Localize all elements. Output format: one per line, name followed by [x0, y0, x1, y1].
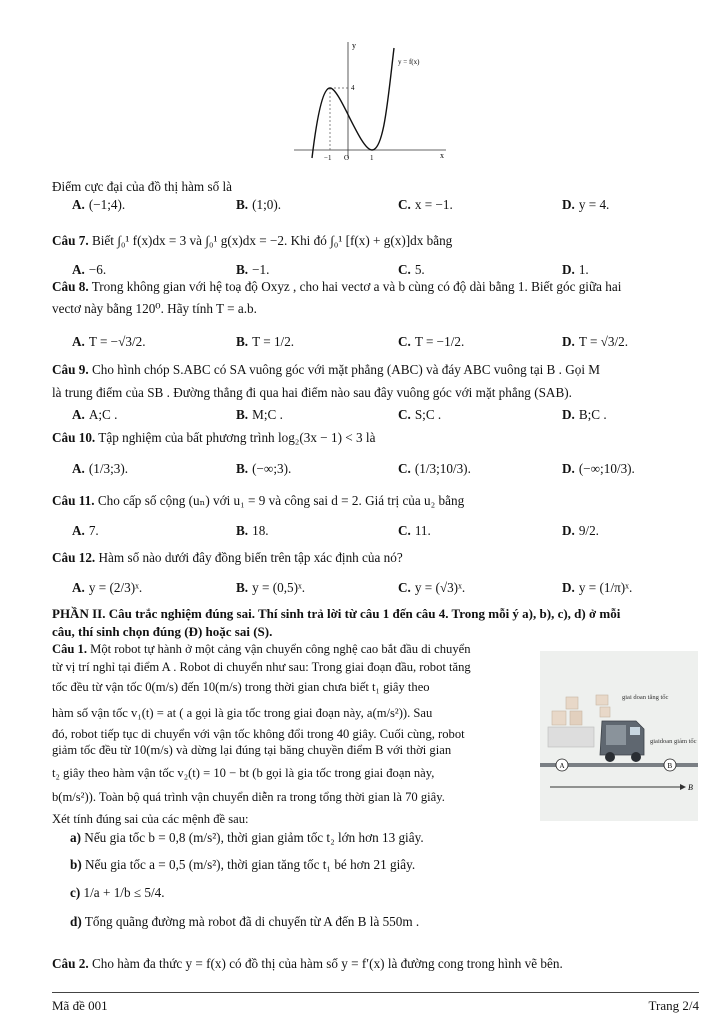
q12-stem: Câu 12. Hàm số nào dưới đây đồng biến trên tập xác định của nó? [52, 550, 403, 565]
q6-option-a: A. (−1;4). [72, 197, 126, 212]
q8-stem-line1: Câu 8. Trong không gian với hệ toạ độ Oxyz , cho hai vectơ a và b cùng có độ dài bằng 1. Biết góc giữa hai [52, 279, 622, 294]
robot-point-b: B [667, 762, 673, 770]
q8-stem-line2: vectơ này bằng 120⁰. Hãy tính T = a.b. [52, 301, 257, 316]
p1-line5: đó, robot tiếp tục di chuyển với vận tốc không đổi trong 40 giây. Cuối cùng, robot [52, 727, 465, 741]
q7-stem: Câu 7. Biết ∫₀¹ f(x)dx = 3 và ∫₀¹ g(x)dx = −2. Khi đó ∫₀¹ [f(x) + g(x)]dx bằng [52, 233, 453, 248]
p1-line2: từ vị trí nghỉ tại điểm A . Robot di chuyển như sau: Trong giai đoạn đầu, robot tăng [52, 660, 471, 674]
q10-option-d: D. (−∞;10/3). [562, 461, 635, 476]
graph-tick-1: 1 [370, 154, 374, 162]
graph-x-label: x [440, 151, 444, 160]
p2-stem: Câu 2. Cho hàm đa thức y = f(x) có đồ thị của hàm số y = f′(x) là đường cong trong hình vẽ bên. [52, 956, 563, 971]
q11-option-b: B. 18. [236, 523, 269, 538]
q10-option-a: A. (1/3;3). [72, 461, 129, 476]
q10-option-c: C. (1/3;10/3). [398, 461, 471, 476]
q8-option-c: C. T = −1/2. [398, 334, 465, 349]
q12-option-c: C. y = (√3)ˣ. [398, 580, 466, 595]
graph-y-label: y [352, 41, 356, 50]
p1-line7: t₂ giây theo hàm vận tốc v₂(t) = 10 − bt (b gọi là gia tốc trong giai đoạn này, [52, 766, 435, 780]
q9-option-b: B. M;C . [236, 407, 283, 422]
q10-option-b: B. (−∞;3). [236, 461, 292, 476]
p1-line6: giảm tốc đều từ 10(m/s) và dừng lại đúng tại băng chuyền điểm B với thời gian [52, 743, 452, 757]
robot-decel-label: giaidoan giảm tốc [650, 738, 697, 745]
q7-option-d: D. 1. [562, 262, 589, 277]
q6-stem: Điểm cực đại của đồ thị hàm số là [52, 179, 232, 194]
robot-arrow-b-label: B [688, 783, 693, 792]
p1-line8: b(m/s²)). Toàn bộ quá trình vận chuyển diễn ra trong tổng thời gian là 70 giây. [52, 790, 445, 804]
p1-line1: Câu 1. Một robot tự hành ở một cảng vận chuyển công nghệ cao bắt đầu di chuyển [52, 642, 471, 656]
robot-accel-label: giai doan tăng tốc [622, 694, 669, 701]
graph-tick-4: 4 [351, 84, 355, 92]
part2-header-line2: câu, thí sinh chọn đúng (Đ) hoặc sai (S). [52, 624, 273, 639]
footer-code: Mã đề 001 [52, 998, 108, 1013]
graph-curve-label: y = f(x) [398, 58, 420, 66]
p1-line3: tốc đều từ vận tốc 0(m/s) đến 10(m/s) trong thời gian chưa biết t₁ giây theo [52, 680, 430, 694]
q12-option-d: D. y = (1/π)ˣ. [562, 580, 633, 595]
graph-tick-neg1: −1 [324, 154, 332, 162]
graph-tick-origin: O [344, 154, 350, 162]
q9-option-a: A. A;C . [72, 407, 118, 422]
q9-option-c: C. S;C . [398, 407, 442, 422]
q6-option-b: B. (1;0). [236, 197, 282, 212]
q9-option-d: D. B;C . [562, 407, 607, 422]
p1-statement-c: c) 1/a + 1/b ≤ 5/4. [70, 885, 165, 900]
q11-option-c: C. 11. [398, 523, 431, 538]
q8-option-d: D. T = √3/2. [562, 334, 629, 349]
q7-option-a: A. −6. [72, 262, 107, 277]
q6-option-d: D. y = 4. [562, 197, 610, 212]
q6-option-c: C. x = −1. [398, 197, 453, 212]
q12-option-a: A. y = (2/3)ˣ. [72, 580, 143, 595]
q8-option-b: B. T = 1/2. [236, 334, 295, 349]
q12-option-b: B. y = (0,5)ˣ. [236, 580, 306, 595]
footer-rule [52, 992, 699, 993]
q7-option-b: B. −1. [236, 262, 270, 277]
p1-statement-d: d) Tổng quãng đường mà robot đã di chuyển từ A đến B là 550m . [70, 914, 420, 929]
function-graph [290, 38, 450, 166]
robot-illustration [540, 651, 698, 821]
robot-point-a: A [559, 762, 565, 770]
q8-option-a: A. T = −√3/2. [72, 334, 146, 349]
p1-statement-a: a) Nếu gia tốc b = 0,8 (m/s²), thời gian giảm tốc t₂ lớn hơn 13 giây. [70, 830, 424, 845]
q7-option-c: C. 5. [398, 262, 425, 277]
p1-line9: Xét tính đúng sai của các mệnh đề sau: [52, 812, 249, 826]
q9-stem-line2: là trung điểm của SB . Đường thẳng đi qua hai điểm nào sau đây vuông góc với mặt phẳng (SAB). [52, 385, 572, 400]
q9-stem-line1: Câu 9. Cho hình chóp S.ABC có SA vuông góc với mặt phẳng (ABC) và đáy ABC vuông tại B . Gọi M [52, 362, 601, 377]
q10-stem: Câu 10. Tập nghiệm của bất phương trình log₂(3x − 1) < 3 là [52, 430, 376, 445]
q11-option-a: A. 7. [72, 523, 99, 538]
p1-line4: hàm số vận tốc v₁(t) = at ( a gọi là gia tốc trong giai đoạn này, a(m/s²)). Sau [52, 706, 433, 720]
part2-header-line1: PHẦN II. Câu trắc nghiệm đúng sai. Thí sinh trả lời từ câu 1 đến câu 4. Trong mỗi ý a), b), c), d) ở mỗi [52, 606, 621, 621]
p1-statement-b: b) Nếu gia tốc a = 0,5 (m/s²), thời gian tăng tốc t₁ bé hơn 21 giây. [70, 857, 416, 872]
q11-stem: Câu 11. Cho cấp số cộng (uₙ) với u₁ = 9 và công sai d = 2. Giá trị của u₂ bằng [52, 493, 465, 508]
q11-option-d: D. 9/2. [562, 523, 599, 538]
footer-page: Trang 2/4 [648, 998, 699, 1013]
